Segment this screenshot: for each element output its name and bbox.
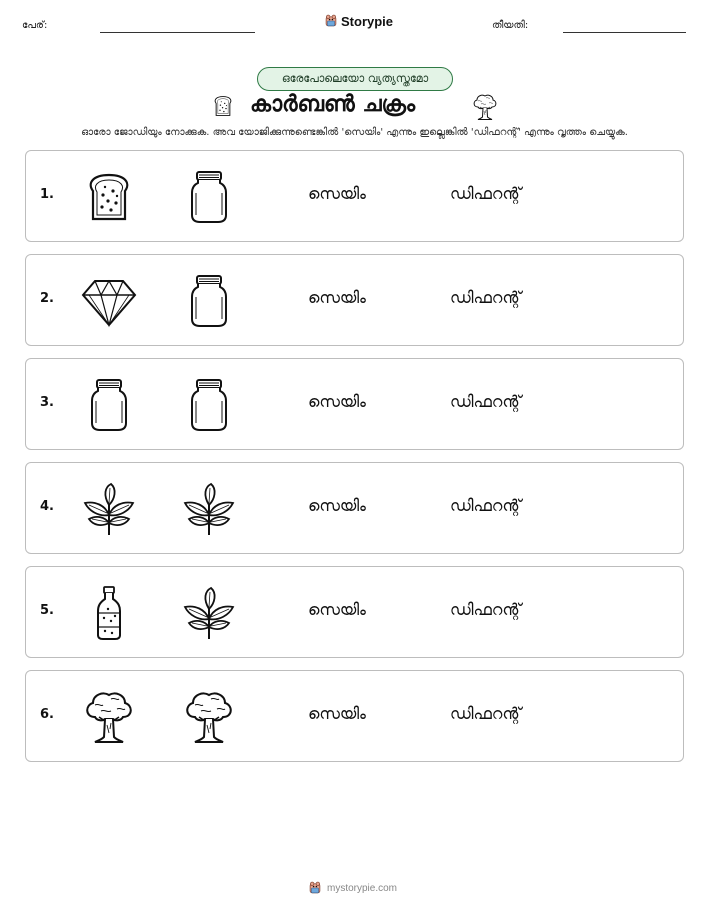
soda-bottle-icon — [81, 585, 137, 641]
brand-name: Storypie — [341, 13, 394, 29]
question-row — [25, 566, 684, 658]
storypie-logo-icon — [324, 13, 338, 29]
question-number: 2. — [40, 291, 54, 306]
option-different[interactable]: ഡിഫറന്റ് — [450, 600, 522, 619]
jar-icon — [181, 377, 237, 433]
tree-icon — [81, 689, 137, 745]
name-label: പേര്: — [22, 20, 48, 31]
title-row — [0, 90, 709, 124]
date-field-line[interactable] — [563, 32, 686, 33]
footer — [308, 880, 397, 896]
question-number: 6. — [40, 707, 54, 722]
option-same[interactable]: സെയിം — [308, 288, 366, 307]
question-row — [25, 670, 684, 762]
question-row — [25, 462, 684, 554]
worksheet-header — [0, 10, 709, 40]
tree-icon — [471, 91, 499, 123]
question-row — [25, 150, 684, 242]
leaf-icon — [181, 585, 237, 641]
jar-icon — [181, 169, 237, 225]
option-different[interactable]: ഡിഫറന്റ് — [450, 184, 522, 203]
option-same[interactable]: സെയിം — [308, 496, 366, 515]
option-different[interactable]: ഡിഫറന്റ് — [450, 496, 522, 515]
option-different[interactable]: ഡിഫറന്റ് — [450, 288, 522, 307]
question-number: 4. — [40, 499, 54, 514]
option-same[interactable]: സെയിം — [308, 184, 366, 203]
option-different[interactable]: ഡിഫറന്റ് — [450, 392, 522, 411]
worksheet-type-badge: ഒരേപോലെയോ വ്യത്യസ്തമോ — [257, 67, 453, 91]
name-field-line[interactable] — [100, 32, 255, 33]
question-row — [25, 254, 684, 346]
option-different[interactable]: ഡിഫറന്റ് — [450, 704, 522, 723]
date-label: തീയതി: — [492, 20, 529, 31]
option-same[interactable]: സെയിം — [308, 392, 366, 411]
question-number: 5. — [40, 603, 54, 618]
instructions: ഓരോ ജോഡിയും നോക്കുക. അവ യോജിക്കുന്നുണ്ടെങ്കിൽ 'സെയിം' എന്നും ഇല്ലെങ്കിൽ 'ഡിഫറന്റ്' എന്നും വൃത്തം ചെയ്യുക. — [81, 127, 628, 138]
diamond-icon — [81, 273, 137, 329]
leaf-icon — [181, 481, 237, 537]
jar-icon — [181, 273, 237, 329]
jar-icon — [81, 377, 137, 433]
question-number: 3. — [40, 395, 54, 410]
footer-url: mystorypie.com — [327, 882, 398, 894]
question-row — [25, 358, 684, 450]
brand-logo — [324, 13, 393, 29]
option-same[interactable]: സെയിം — [308, 600, 366, 619]
bread-icon — [81, 169, 137, 225]
tree-icon — [181, 689, 237, 745]
question-number: 1. — [40, 187, 54, 202]
bread-icon — [211, 93, 235, 119]
leaf-icon — [81, 481, 137, 537]
option-same[interactable]: സെയിം — [308, 704, 366, 723]
page-title: കാർബൺ ചക്രം — [250, 92, 416, 117]
storypie-logo-icon — [308, 880, 322, 896]
